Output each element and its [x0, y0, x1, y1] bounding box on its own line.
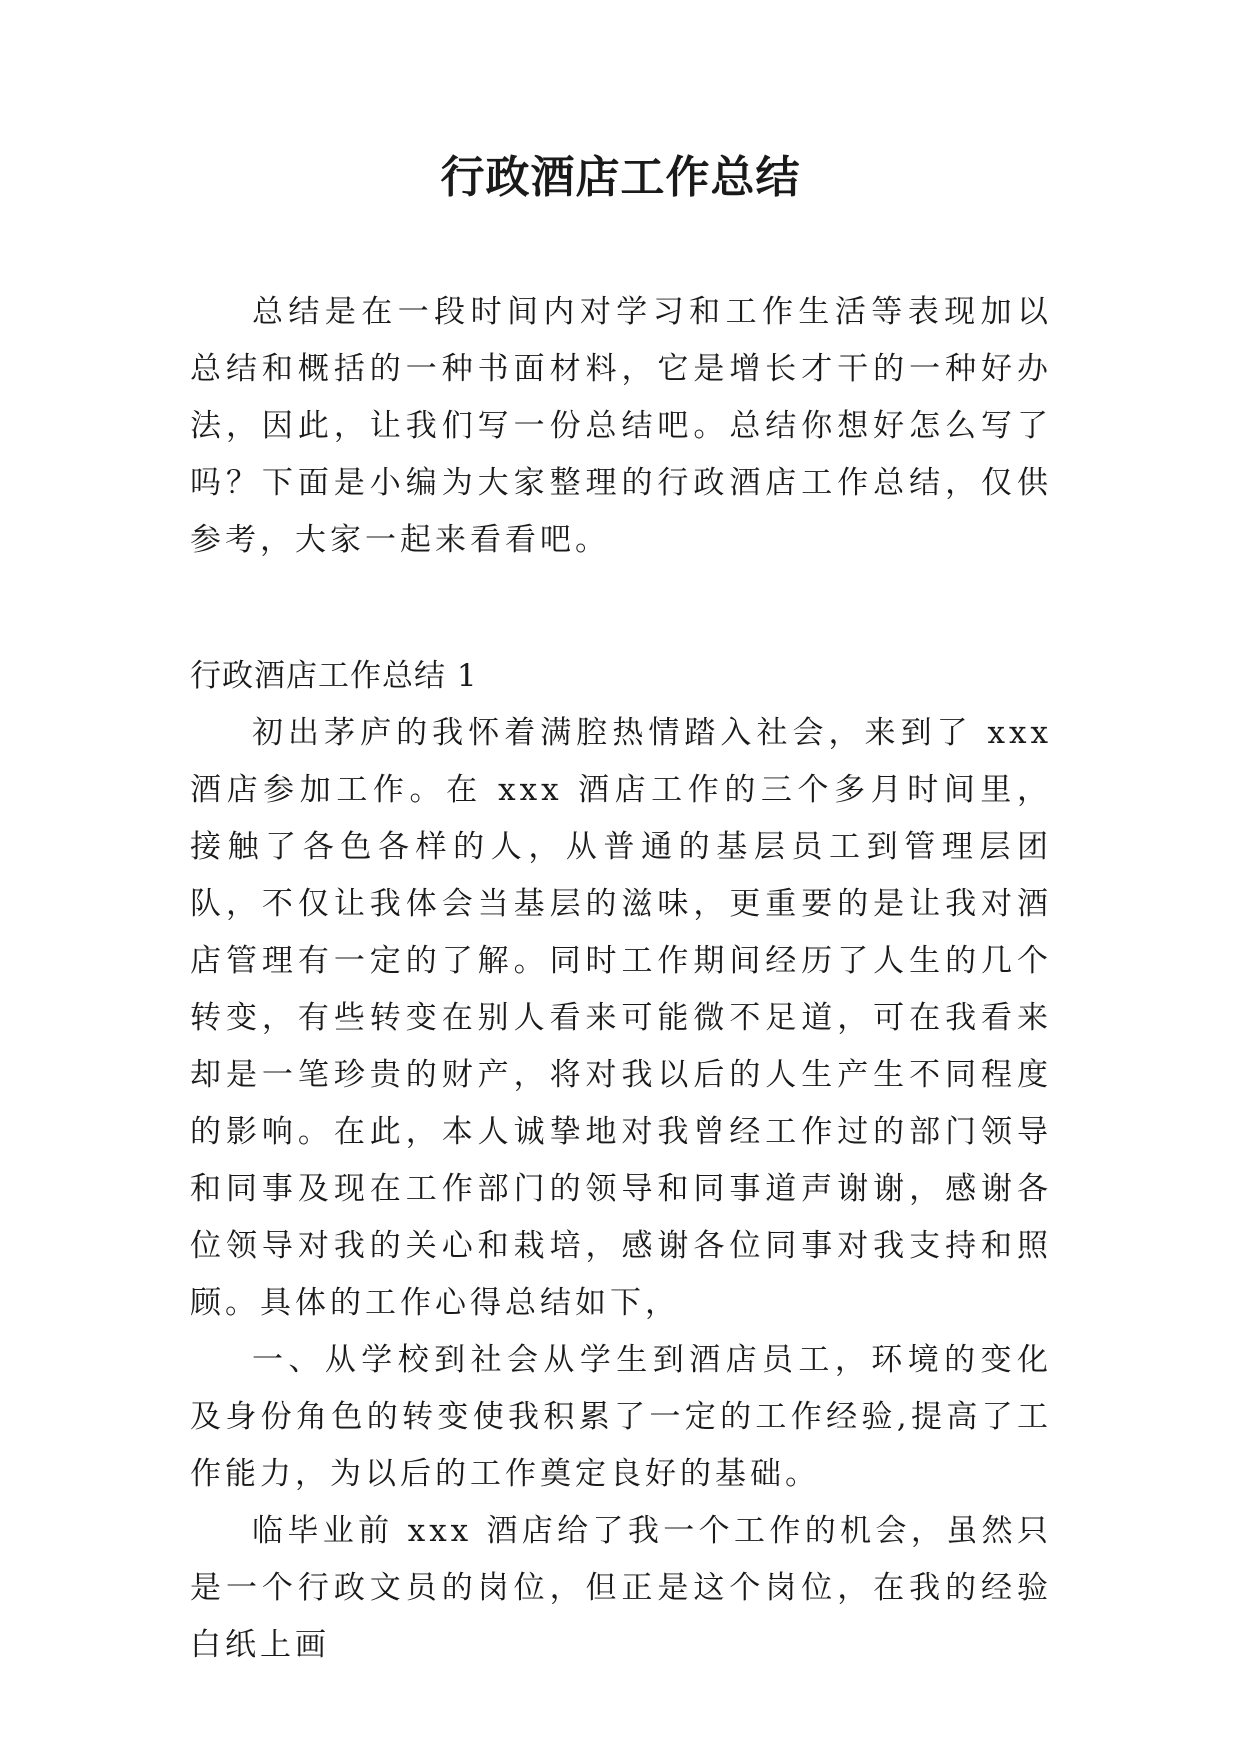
body-paragraph: 临毕业前 xxx 酒店给了我一个工作的机会，虽然只是一个行政文员的岗位，但正是这个岗位，在我的经验白纸上画 [190, 1513, 1052, 1663]
document-title: 行政酒店工作总结 [440, 152, 801, 203]
section-heading: 行政酒店工作总结 1 [190, 658, 478, 694]
intro-paragraph: 总结是在一段时间内对学习和工作生活等表现加以总结和概括的一种书面材料，它是增长才干的一种好办法，因此，让我们写一份总结吧。总结你想好怎么写了吗？下面是小编为大家整理的行政酒店工作总结，仅供参考，大家一起来看看吧。 [190, 294, 1052, 558]
body-paragraph: 一、从学校到社会从学生到酒店员工，环境的变化及身份角色的转变使我积累了一定的工作经验,提高了工作能力，为以后的工作奠定良好的基础。 [190, 1342, 1052, 1492]
body-paragraph: 初出茅庐的我怀着满腔热情踏入社会，来到了 xxx 酒店参加工作。在 xxx 酒店工作的三个多月时间里，接触了各色各样的人，从普通的基层员工到管理层团队，不仅让我体会当基层的滋味，更重要的是让我对酒店管理有一定的了解。同时工作期间经历了人生的几个转变，有些转变在别人看来可能微不足道，可在我看来却是一笔珍贵的财产，将对我以后的人生产生不同程度的影响。在此，本人诚挚地对我曾经工作过的部门领导和同事及现在工作部门的领导和同事道声谢谢，感谢各位领导对我的关心和栽培，感谢各位同事对我支持和照顾。具体的工作心得总结如下， [190, 715, 1052, 1321]
document-body [190, 284, 1052, 1674]
